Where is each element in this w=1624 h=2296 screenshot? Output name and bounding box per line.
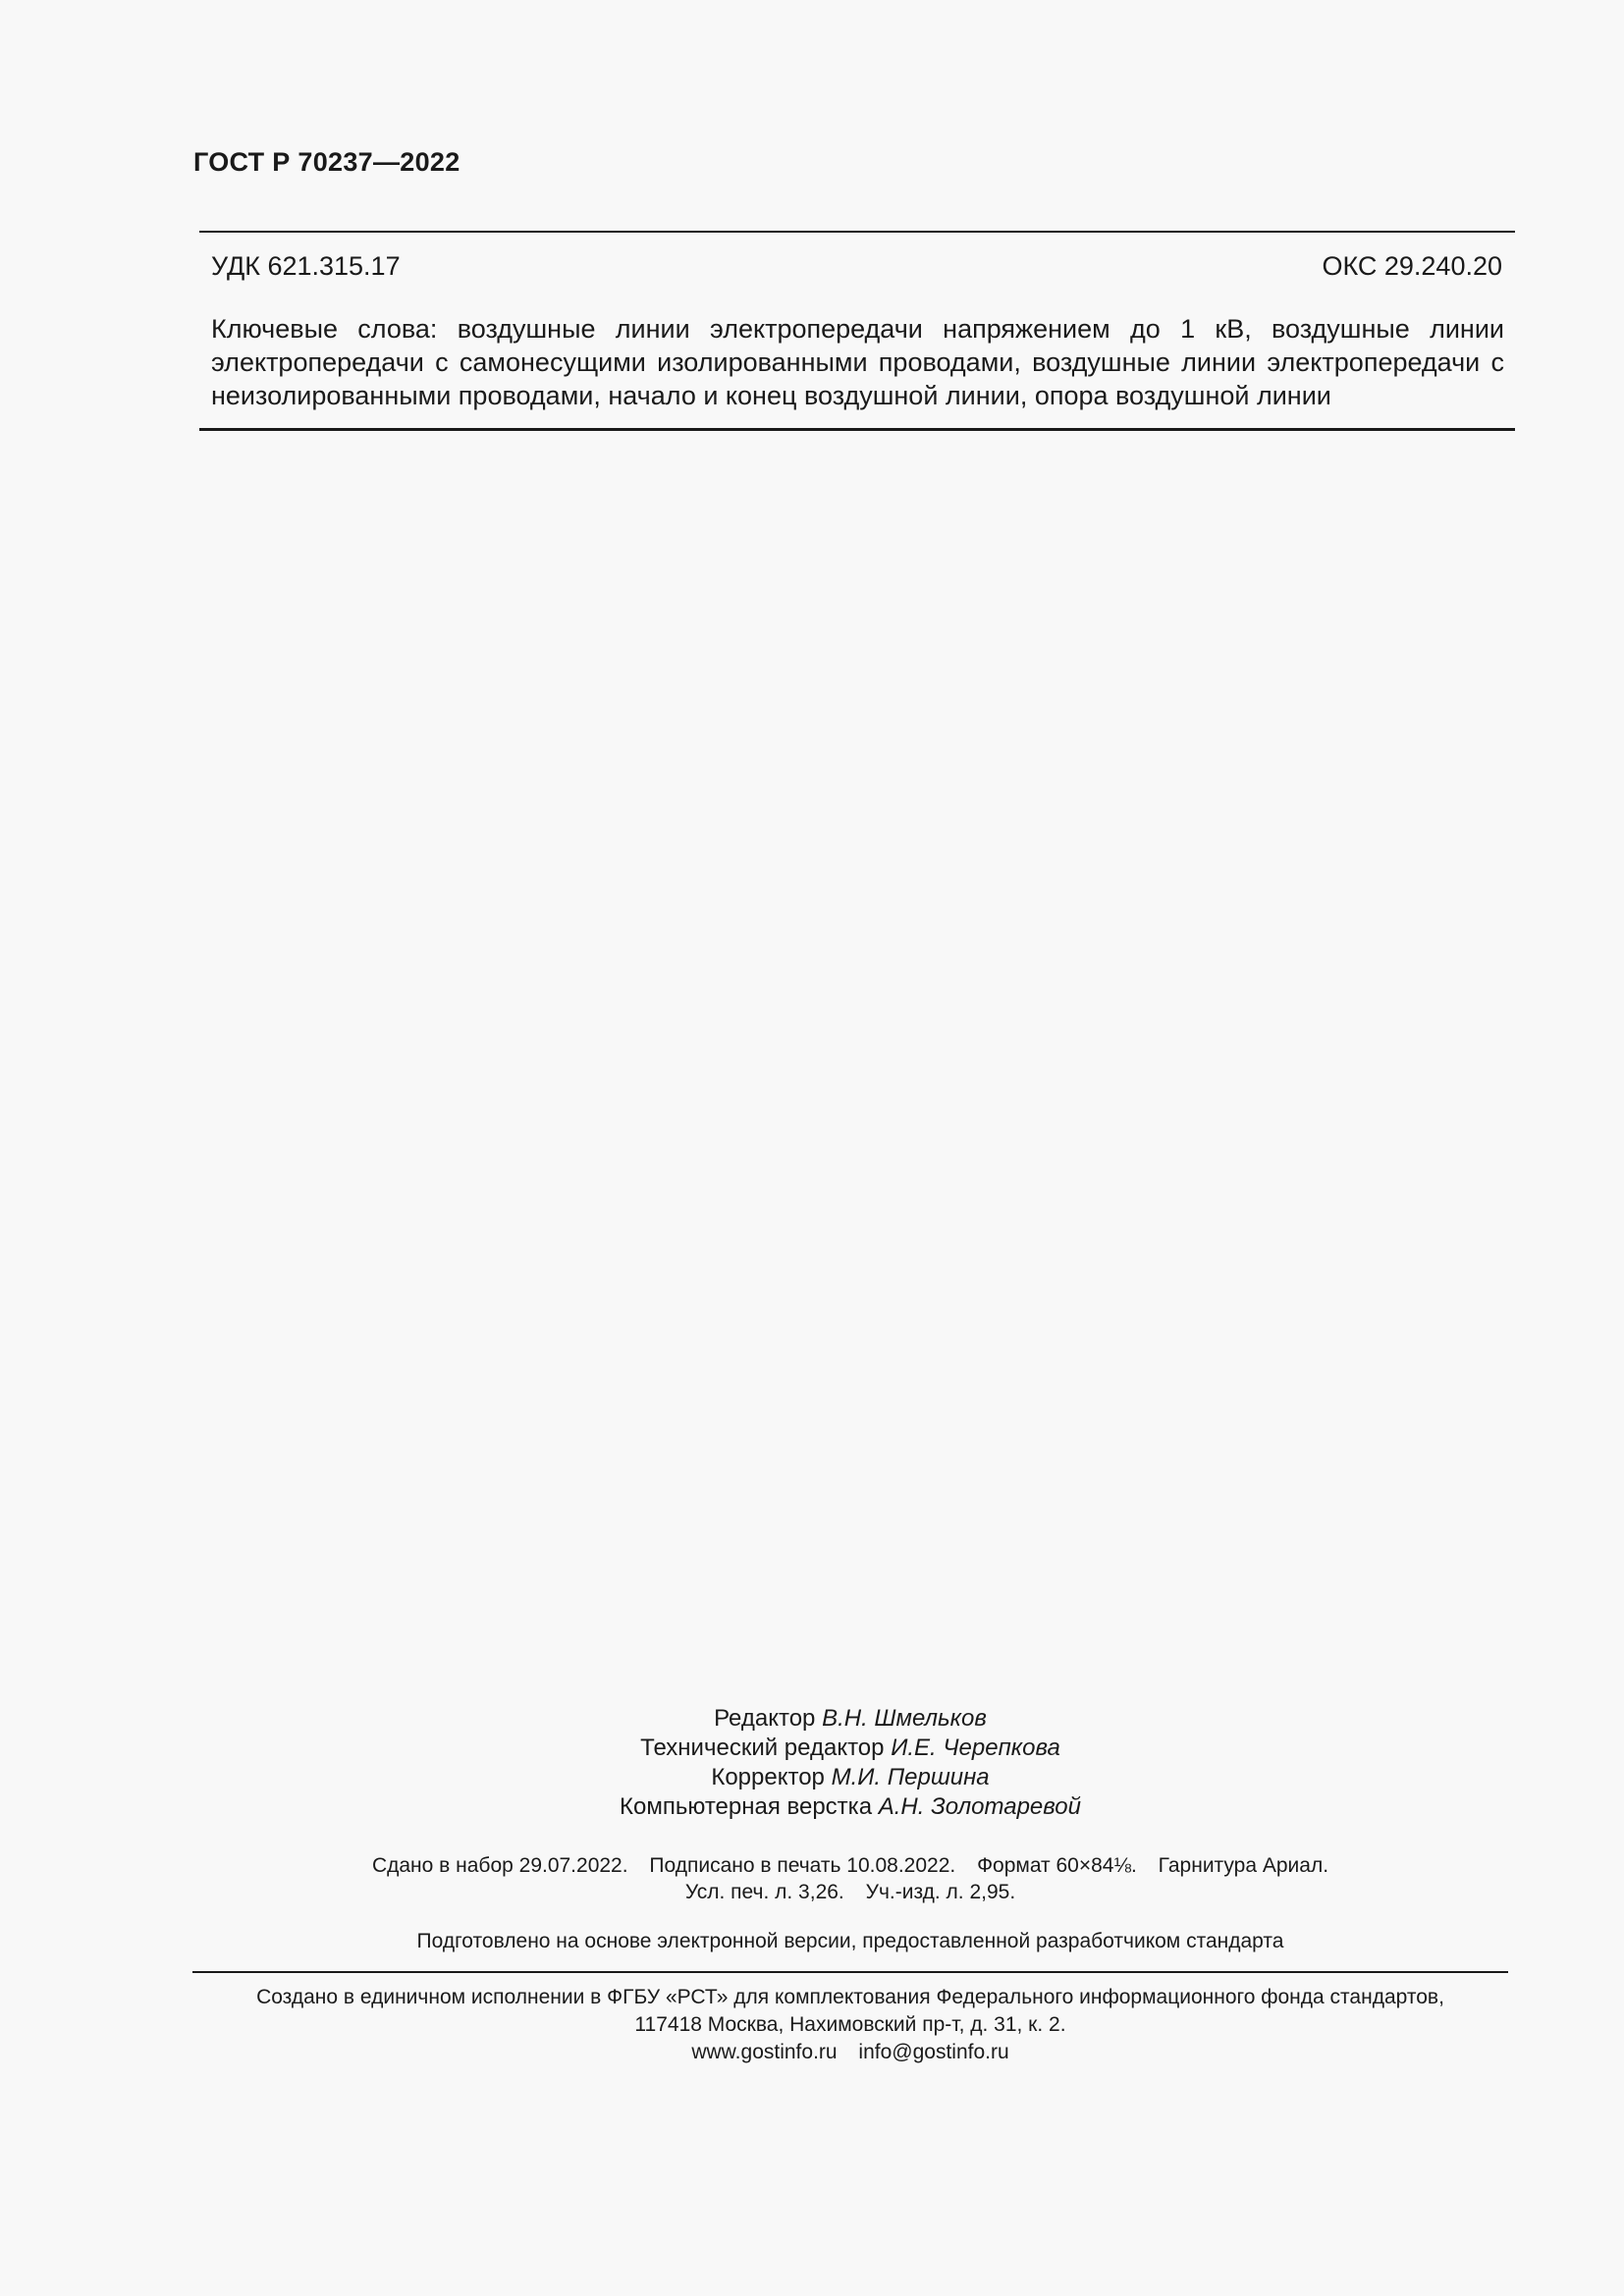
publisher-address: 117418 Москва, Нахимовский пр-т, д. 31, к. 2. <box>634 2013 1066 2036</box>
imprint-line-1 <box>0 1852 1624 1879</box>
publisher-line: Создано в единичном исполнении в ФГБУ «РСТ» для комплектования Федерального информационного фонда стандартов, <box>256 1986 1444 2008</box>
credit-name: И.Е. Черепкова <box>891 1735 1060 1761</box>
imprint-signed: Подписано в печать 10.08.2022. <box>649 1854 956 1877</box>
imprint-submitted: Сдано в набор 29.07.2022. <box>371 1854 628 1877</box>
imprint-format: Формат 60×84⅛. <box>977 1854 1137 1877</box>
credit-role: Корректор <box>711 1764 825 1790</box>
credit-line-proofreader <box>0 1763 1624 1792</box>
credit-line-technical-editor <box>0 1734 1624 1763</box>
credit-name: В.Н. Шмельков <box>822 1705 987 1732</box>
top-divider <box>199 231 1515 233</box>
publisher-block <box>0 1984 1624 2066</box>
website-link[interactable]: www.gostinfo.ru <box>691 2041 838 2063</box>
keywords-paragraph: Ключевые слова: воздушные линии электропередачи напряжением до 1 кВ, воздушные линии электропередачи с самонесущими изолированными проводами, воздушные линии электропередачи с неизолированными проводами, начало и конец воздушной линии, опора воздушной линии <box>211 314 1504 410</box>
imprint-typeface: Гарнитура Ариал. <box>1158 1854 1329 1877</box>
credit-role: Технический редактор <box>640 1735 885 1761</box>
keywords-divider <box>199 428 1515 431</box>
imprint-print-sheets: Усл. печ. л. 3,26. <box>684 1881 844 1903</box>
imprint-block <box>0 1852 1624 1905</box>
publisher-divider <box>192 1971 1508 1973</box>
imprint-line-2 <box>0 1879 1624 1905</box>
credit-line-editor <box>0 1704 1624 1734</box>
prepared-note: Подготовлено на основе электронной версии, предоставленной разработчиком стандарта <box>416 1930 1284 1952</box>
credit-role: Редактор <box>714 1705 816 1732</box>
email-link[interactable]: info@gostinfo.ru <box>858 2041 1009 2063</box>
imprint-publisher-sheets: Уч.-изд. л. 2,95. <box>865 1881 1016 1903</box>
credits-block <box>0 1704 1624 1822</box>
credit-name: А.Н. Золотаревой <box>878 1793 1081 1820</box>
credit-line-layout <box>0 1792 1624 1822</box>
publisher-contacts <box>0 2039 1624 2066</box>
document-code: ГОСТ Р 70237—2022 <box>193 147 460 177</box>
credit-role: Компьютерная верстка <box>620 1793 873 1820</box>
oks-code: ОКС 29.240.20 <box>1322 251 1502 281</box>
udk-code: УДК 621.315.17 <box>211 251 401 281</box>
credit-name: М.И. Першина <box>831 1764 990 1790</box>
